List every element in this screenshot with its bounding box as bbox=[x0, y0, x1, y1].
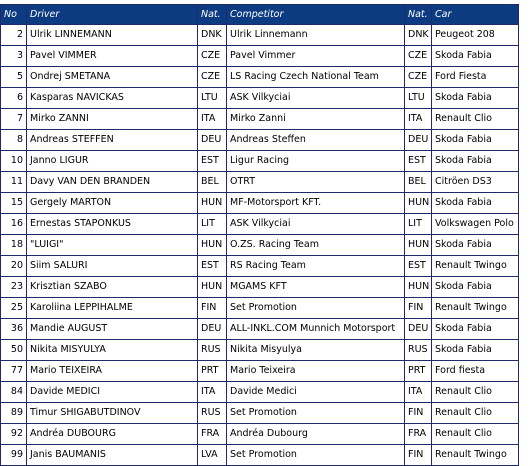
table-row bbox=[1, 445, 519, 466]
car-number: 84 bbox=[1, 382, 27, 403]
competitor-name: Ulrik Linnemann bbox=[227, 25, 405, 46]
driver-nationality: PRT bbox=[198, 361, 227, 382]
competitor-name: Davide Medici bbox=[227, 382, 405, 403]
competitor-name: ASK Vilkyciai bbox=[227, 214, 405, 235]
competitor-nationality: EST bbox=[405, 256, 432, 277]
car-number: 5 bbox=[1, 67, 27, 88]
competitor-nationality: FIN bbox=[405, 298, 432, 319]
table-row bbox=[1, 214, 519, 235]
header-driver: Driver bbox=[27, 5, 198, 25]
driver-nationality: CZE bbox=[198, 67, 227, 88]
competitor-name: ASK Vilkyciai bbox=[227, 88, 405, 109]
competitor-nationality: HUN bbox=[405, 235, 432, 256]
driver-nationality: FIN bbox=[198, 298, 227, 319]
driver-name: Siim SALURI bbox=[27, 256, 198, 277]
car-model: Skoda Fabia bbox=[432, 151, 519, 172]
car-number: 2 bbox=[1, 25, 27, 46]
table-row bbox=[1, 25, 519, 46]
car-number: 15 bbox=[1, 193, 27, 214]
competitor-nationality: ITA bbox=[405, 382, 432, 403]
competitor-name: Ligur Racing bbox=[227, 151, 405, 172]
driver-nationality: DEU bbox=[198, 130, 227, 151]
table-row bbox=[1, 109, 519, 130]
driver-nationality: FRA bbox=[198, 424, 227, 445]
entry-list-table bbox=[0, 4, 519, 466]
driver-name: Mario TEIXEIRA bbox=[27, 361, 198, 382]
driver-name: Gergely MARTON bbox=[27, 193, 198, 214]
driver-nationality: HUN bbox=[198, 193, 227, 214]
table-row bbox=[1, 361, 519, 382]
header-no: No bbox=[1, 5, 27, 25]
competitor-nationality: BEL bbox=[405, 172, 432, 193]
table-row bbox=[1, 67, 519, 88]
table-row bbox=[1, 88, 519, 109]
table-row bbox=[1, 319, 519, 340]
car-model: Renault Clio bbox=[432, 424, 519, 445]
car-model: Renault Twingo bbox=[432, 256, 519, 277]
competitor-name: MGAMS KFT bbox=[227, 277, 405, 298]
table-row bbox=[1, 193, 519, 214]
driver-nationality: ITA bbox=[198, 109, 227, 130]
car-model: Renault Clio bbox=[432, 109, 519, 130]
table-row bbox=[1, 130, 519, 151]
competitor-name: O.ZS. Racing Team bbox=[227, 235, 405, 256]
driver-name: Nikita MISYULYA bbox=[27, 340, 198, 361]
car-model: Skoda Fabia bbox=[432, 277, 519, 298]
competitor-nationality: DNK bbox=[405, 25, 432, 46]
driver-nationality: RUS bbox=[198, 340, 227, 361]
car-number: 50 bbox=[1, 340, 27, 361]
car-number: 6 bbox=[1, 88, 27, 109]
driver-name: Davy VAN DEN BRANDEN bbox=[27, 172, 198, 193]
car-model: Renault Clio bbox=[432, 382, 519, 403]
competitor-name: Andreas Steffen bbox=[227, 130, 405, 151]
car-number: 89 bbox=[1, 403, 27, 424]
competitor-nationality: LTU bbox=[405, 88, 432, 109]
table-row bbox=[1, 382, 519, 403]
car-model: Renault Clio bbox=[432, 403, 519, 424]
car-number: 18 bbox=[1, 235, 27, 256]
competitor-nationality: LIT bbox=[405, 214, 432, 235]
car-model: Ford Fiesta bbox=[432, 67, 519, 88]
competitor-nationality: HUN bbox=[405, 277, 432, 298]
car-number: 25 bbox=[1, 298, 27, 319]
competitor-name: Set Promotion bbox=[227, 403, 405, 424]
competitor-nationality: DEU bbox=[405, 130, 432, 151]
competitor-nationality: CZE bbox=[405, 46, 432, 67]
car-model: Citröen DS3 bbox=[432, 172, 519, 193]
driver-nationality: ITA bbox=[198, 382, 227, 403]
driver-name: Andréa DUBOURG bbox=[27, 424, 198, 445]
driver-nationality: EST bbox=[198, 256, 227, 277]
driver-nationality: LIT bbox=[198, 214, 227, 235]
competitor-nationality: PRT bbox=[405, 361, 432, 382]
car-number: 8 bbox=[1, 130, 27, 151]
entry-list-container bbox=[0, 4, 519, 466]
car-number: 36 bbox=[1, 319, 27, 340]
driver-name: Mandie AUGUST bbox=[27, 319, 198, 340]
car-number: 77 bbox=[1, 361, 27, 382]
table-row bbox=[1, 256, 519, 277]
competitor-nationality: FRA bbox=[405, 424, 432, 445]
car-number: 11 bbox=[1, 172, 27, 193]
table-body bbox=[1, 25, 519, 466]
competitor-nationality: FIN bbox=[405, 445, 432, 466]
driver-name: "LUIGI" bbox=[27, 235, 198, 256]
competitor-name: LS Racing Czech National Team bbox=[227, 67, 405, 88]
car-model: Skoda Fabia bbox=[432, 319, 519, 340]
competitor-name: Nikita Misyulya bbox=[227, 340, 405, 361]
table-row bbox=[1, 172, 519, 193]
driver-name: Timur SHIGABUTDINOV bbox=[27, 403, 198, 424]
competitor-nationality: CZE bbox=[405, 67, 432, 88]
table-row bbox=[1, 340, 519, 361]
driver-name: Davide MEDICI bbox=[27, 382, 198, 403]
competitor-name: Set Promotion bbox=[227, 445, 405, 466]
car-model: Skoda Fabia bbox=[432, 46, 519, 67]
car-number: 10 bbox=[1, 151, 27, 172]
car-number: 23 bbox=[1, 277, 27, 298]
header-row bbox=[1, 5, 519, 25]
car-number: 7 bbox=[1, 109, 27, 130]
car-number: 92 bbox=[1, 424, 27, 445]
driver-nationality: RUS bbox=[198, 403, 227, 424]
driver-nationality: CZE bbox=[198, 46, 227, 67]
table-header bbox=[1, 5, 519, 25]
competitor-name: Set Promotion bbox=[227, 298, 405, 319]
car-model: Skoda Fabia bbox=[432, 340, 519, 361]
table-row bbox=[1, 151, 519, 172]
driver-nationality: HUN bbox=[198, 235, 227, 256]
driver-name: Ulrik LINNEMANN bbox=[27, 25, 198, 46]
table-row bbox=[1, 277, 519, 298]
car-model: Skoda Fabia bbox=[432, 235, 519, 256]
driver-nationality: LTU bbox=[198, 88, 227, 109]
driver-nationality: LVA bbox=[198, 445, 227, 466]
header-competitor-nationality: Nat. bbox=[405, 5, 432, 25]
competitor-name: MF-Motorsport KFT. bbox=[227, 193, 405, 214]
driver-nationality: EST bbox=[198, 151, 227, 172]
table-row bbox=[1, 403, 519, 424]
car-number: 3 bbox=[1, 46, 27, 67]
header-competitor: Competitor bbox=[227, 5, 405, 25]
driver-name: Ondrej SMETANA bbox=[27, 67, 198, 88]
driver-nationality: DEU bbox=[198, 319, 227, 340]
competitor-name: Pavel Vimmer bbox=[227, 46, 405, 67]
competitor-nationality: HUN bbox=[405, 193, 432, 214]
competitor-nationality: EST bbox=[405, 151, 432, 172]
car-model: Ford fiesta bbox=[432, 361, 519, 382]
car-model: Renault Twingo bbox=[432, 298, 519, 319]
header-car: Car bbox=[432, 5, 519, 25]
competitor-nationality: FIN bbox=[405, 403, 432, 424]
car-model: Skoda Fabia bbox=[432, 193, 519, 214]
driver-name: Pavel VIMMER bbox=[27, 46, 198, 67]
driver-nationality: HUN bbox=[198, 277, 227, 298]
competitor-nationality: DEU bbox=[405, 319, 432, 340]
driver-name: Ernestas STAPONKUS bbox=[27, 214, 198, 235]
car-model: Skoda Fabia bbox=[432, 88, 519, 109]
table-row bbox=[1, 298, 519, 319]
table-row bbox=[1, 46, 519, 67]
car-number: 16 bbox=[1, 214, 27, 235]
car-model: Renault Twingo bbox=[432, 445, 519, 466]
car-model: Skoda Fabia bbox=[432, 130, 519, 151]
driver-name: Janno LIGUR bbox=[27, 151, 198, 172]
competitor-name: Mirko Zanni bbox=[227, 109, 405, 130]
driver-name: Karoliina LEPPIHALME bbox=[27, 298, 198, 319]
driver-name: Janis BAUMANIS bbox=[27, 445, 198, 466]
competitor-nationality: RUS bbox=[405, 340, 432, 361]
driver-name: Krisztian SZABO bbox=[27, 277, 198, 298]
driver-name: Andreas STEFFEN bbox=[27, 130, 198, 151]
driver-name: Kasparas NAVICKAS bbox=[27, 88, 198, 109]
header-driver-nationality: Nat. bbox=[198, 5, 227, 25]
car-number: 99 bbox=[1, 445, 27, 466]
competitor-nationality: ITA bbox=[405, 109, 432, 130]
car-number: 20 bbox=[1, 256, 27, 277]
table-row bbox=[1, 235, 519, 256]
competitor-name: RS Racing Team bbox=[227, 256, 405, 277]
competitor-name: OTRT bbox=[227, 172, 405, 193]
competitor-name: Mario Teixeira bbox=[227, 361, 405, 382]
driver-name: Mirko ZANNI bbox=[27, 109, 198, 130]
table-row bbox=[1, 424, 519, 445]
driver-nationality: DNK bbox=[198, 25, 227, 46]
competitor-name: Andréa Dubourg bbox=[227, 424, 405, 445]
car-model: Peugeot 208 bbox=[432, 25, 519, 46]
driver-nationality: BEL bbox=[198, 172, 227, 193]
car-model: Volkswagen Polo bbox=[432, 214, 519, 235]
competitor-name: ALL-INKL.COM Munnich Motorsport bbox=[227, 319, 405, 340]
